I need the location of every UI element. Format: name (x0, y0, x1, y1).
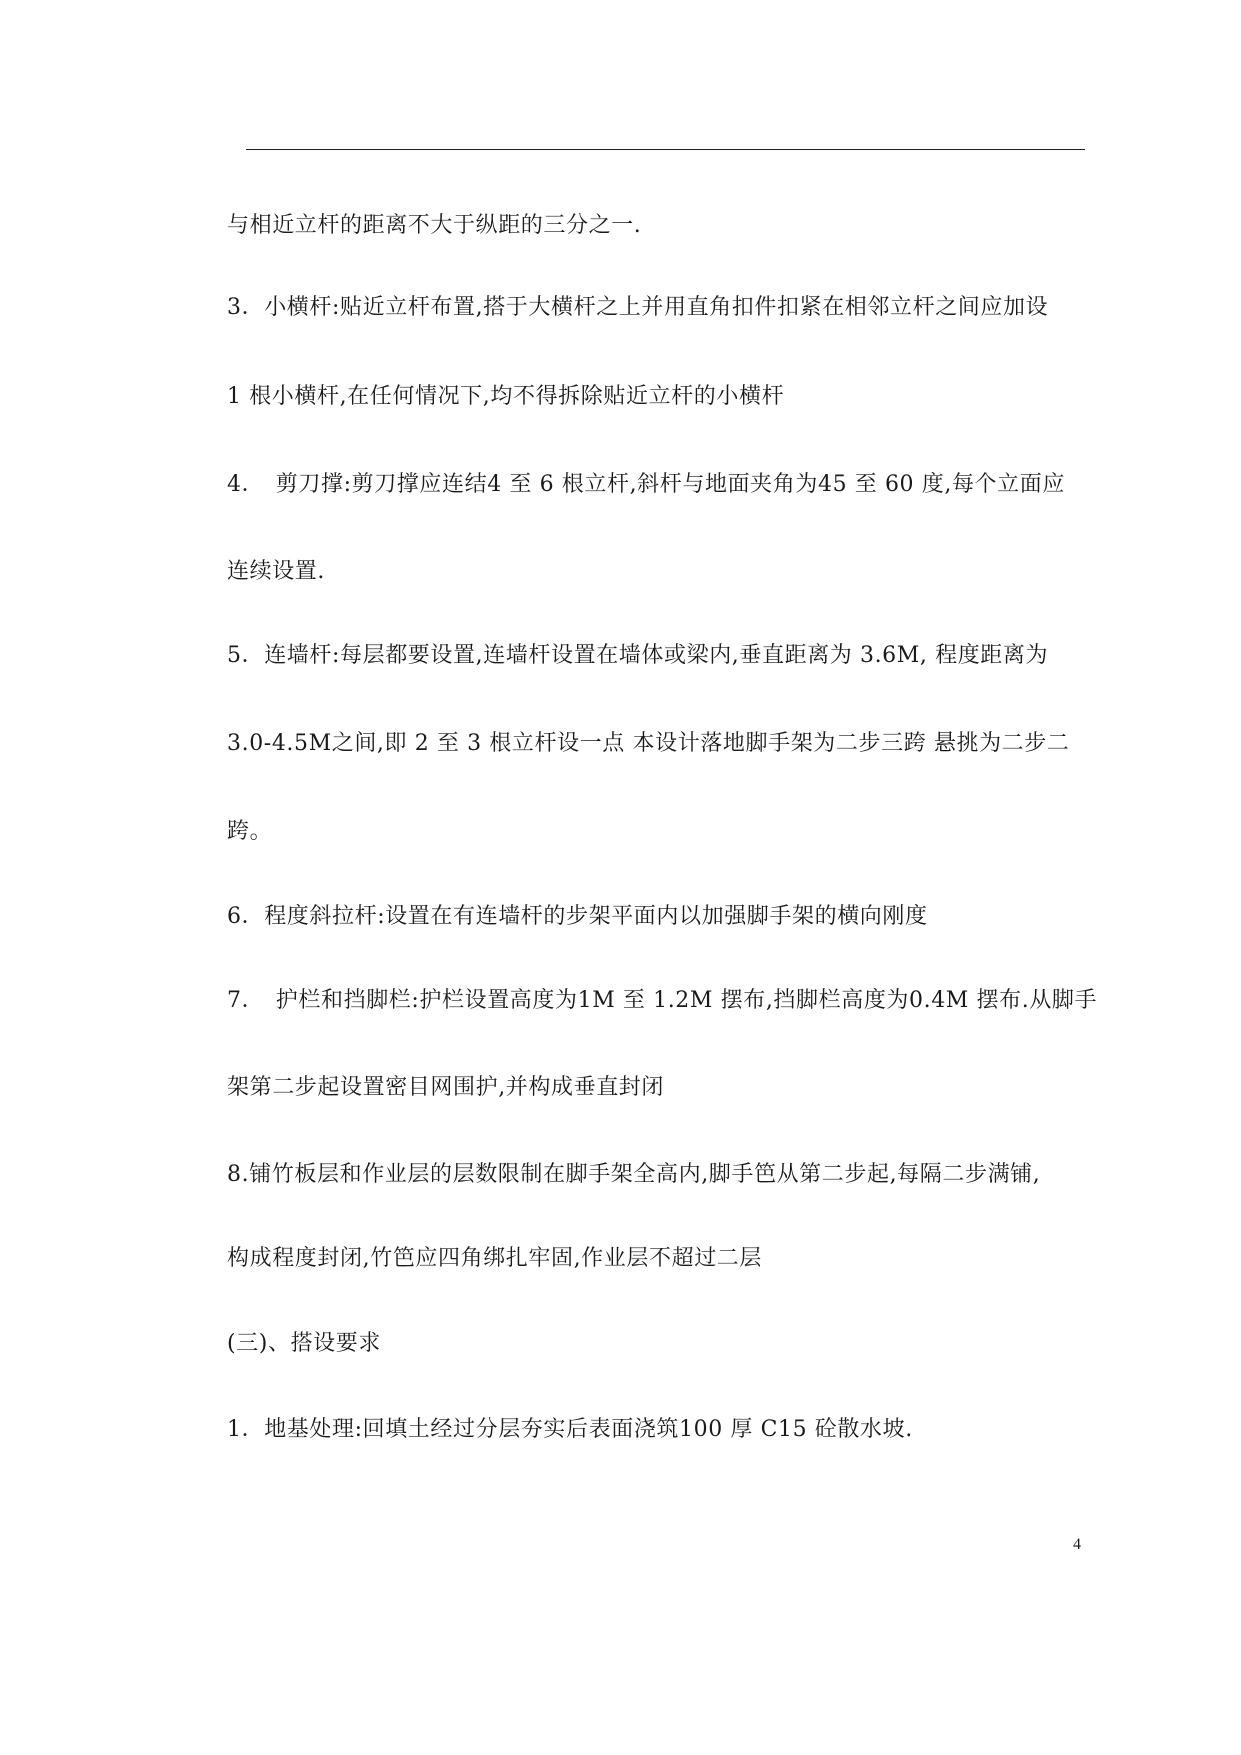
header-rule (246, 149, 1085, 150)
text-line: 1 根小横杆,在任何情况下,均不得拆除贴近立杆的小横杆 (227, 384, 785, 409)
text-line: 架第二步起设置密目网围护,并构成垂直封闭 (227, 1075, 664, 1100)
text-line: 连续设置. (227, 559, 325, 584)
text-line: 6．程度斜拉杆:设置在有连墙杆的步架平面内以加强脚手架的横向刚度 (227, 904, 928, 929)
text-line: 8.铺竹板层和作业层的层数限制在脚手架全高内,脚手笆从第二步起,每隔二步满铺, (227, 1162, 1041, 1187)
text-line: 3.0-4.5M之间,即 2 至 3 根立杆设一点 本设计落地脚手架为二步三跨 悬挑为二步二 (227, 731, 1070, 756)
text-line: 3．小横杆:贴近立杆布置,搭于大横杆之上并用直角扣件扣紧在相邻立杆之间应加设 (227, 295, 1049, 320)
text-line: 与相近立杆的距离不大于纵距的三分之一. (227, 213, 642, 238)
page-number: 4 (1073, 1536, 1081, 1553)
text-line: 5．连墙杆:每层都要设置,连墙杆设置在墙体或梁内,垂直距离为 3.6M, 程度距离为 (227, 643, 1049, 668)
text-line: 7． 护栏和挡脚栏:护栏设置高度为1M 至 1.2M 摆布,挡脚栏高度为0.4M 摆布.从脚手 (227, 988, 1098, 1013)
text-line: 1．地基处理:回填土经过分层夯实后表面浇筑100 厚 C15 砼散水坡. (227, 1417, 913, 1442)
section-heading: (三)、搭设要求 (227, 1331, 381, 1356)
text-line: 4． 剪刀撑:剪刀撑应连结4 至 6 根立杆,斜杆与地面夹角为45 至 60 度,每个立面应 (227, 472, 1065, 497)
text-line: 构成程度封闭,竹笆应四角绑扎牢固,作业层不超过二层 (227, 1246, 762, 1271)
text-line: 跨。 (227, 819, 273, 844)
